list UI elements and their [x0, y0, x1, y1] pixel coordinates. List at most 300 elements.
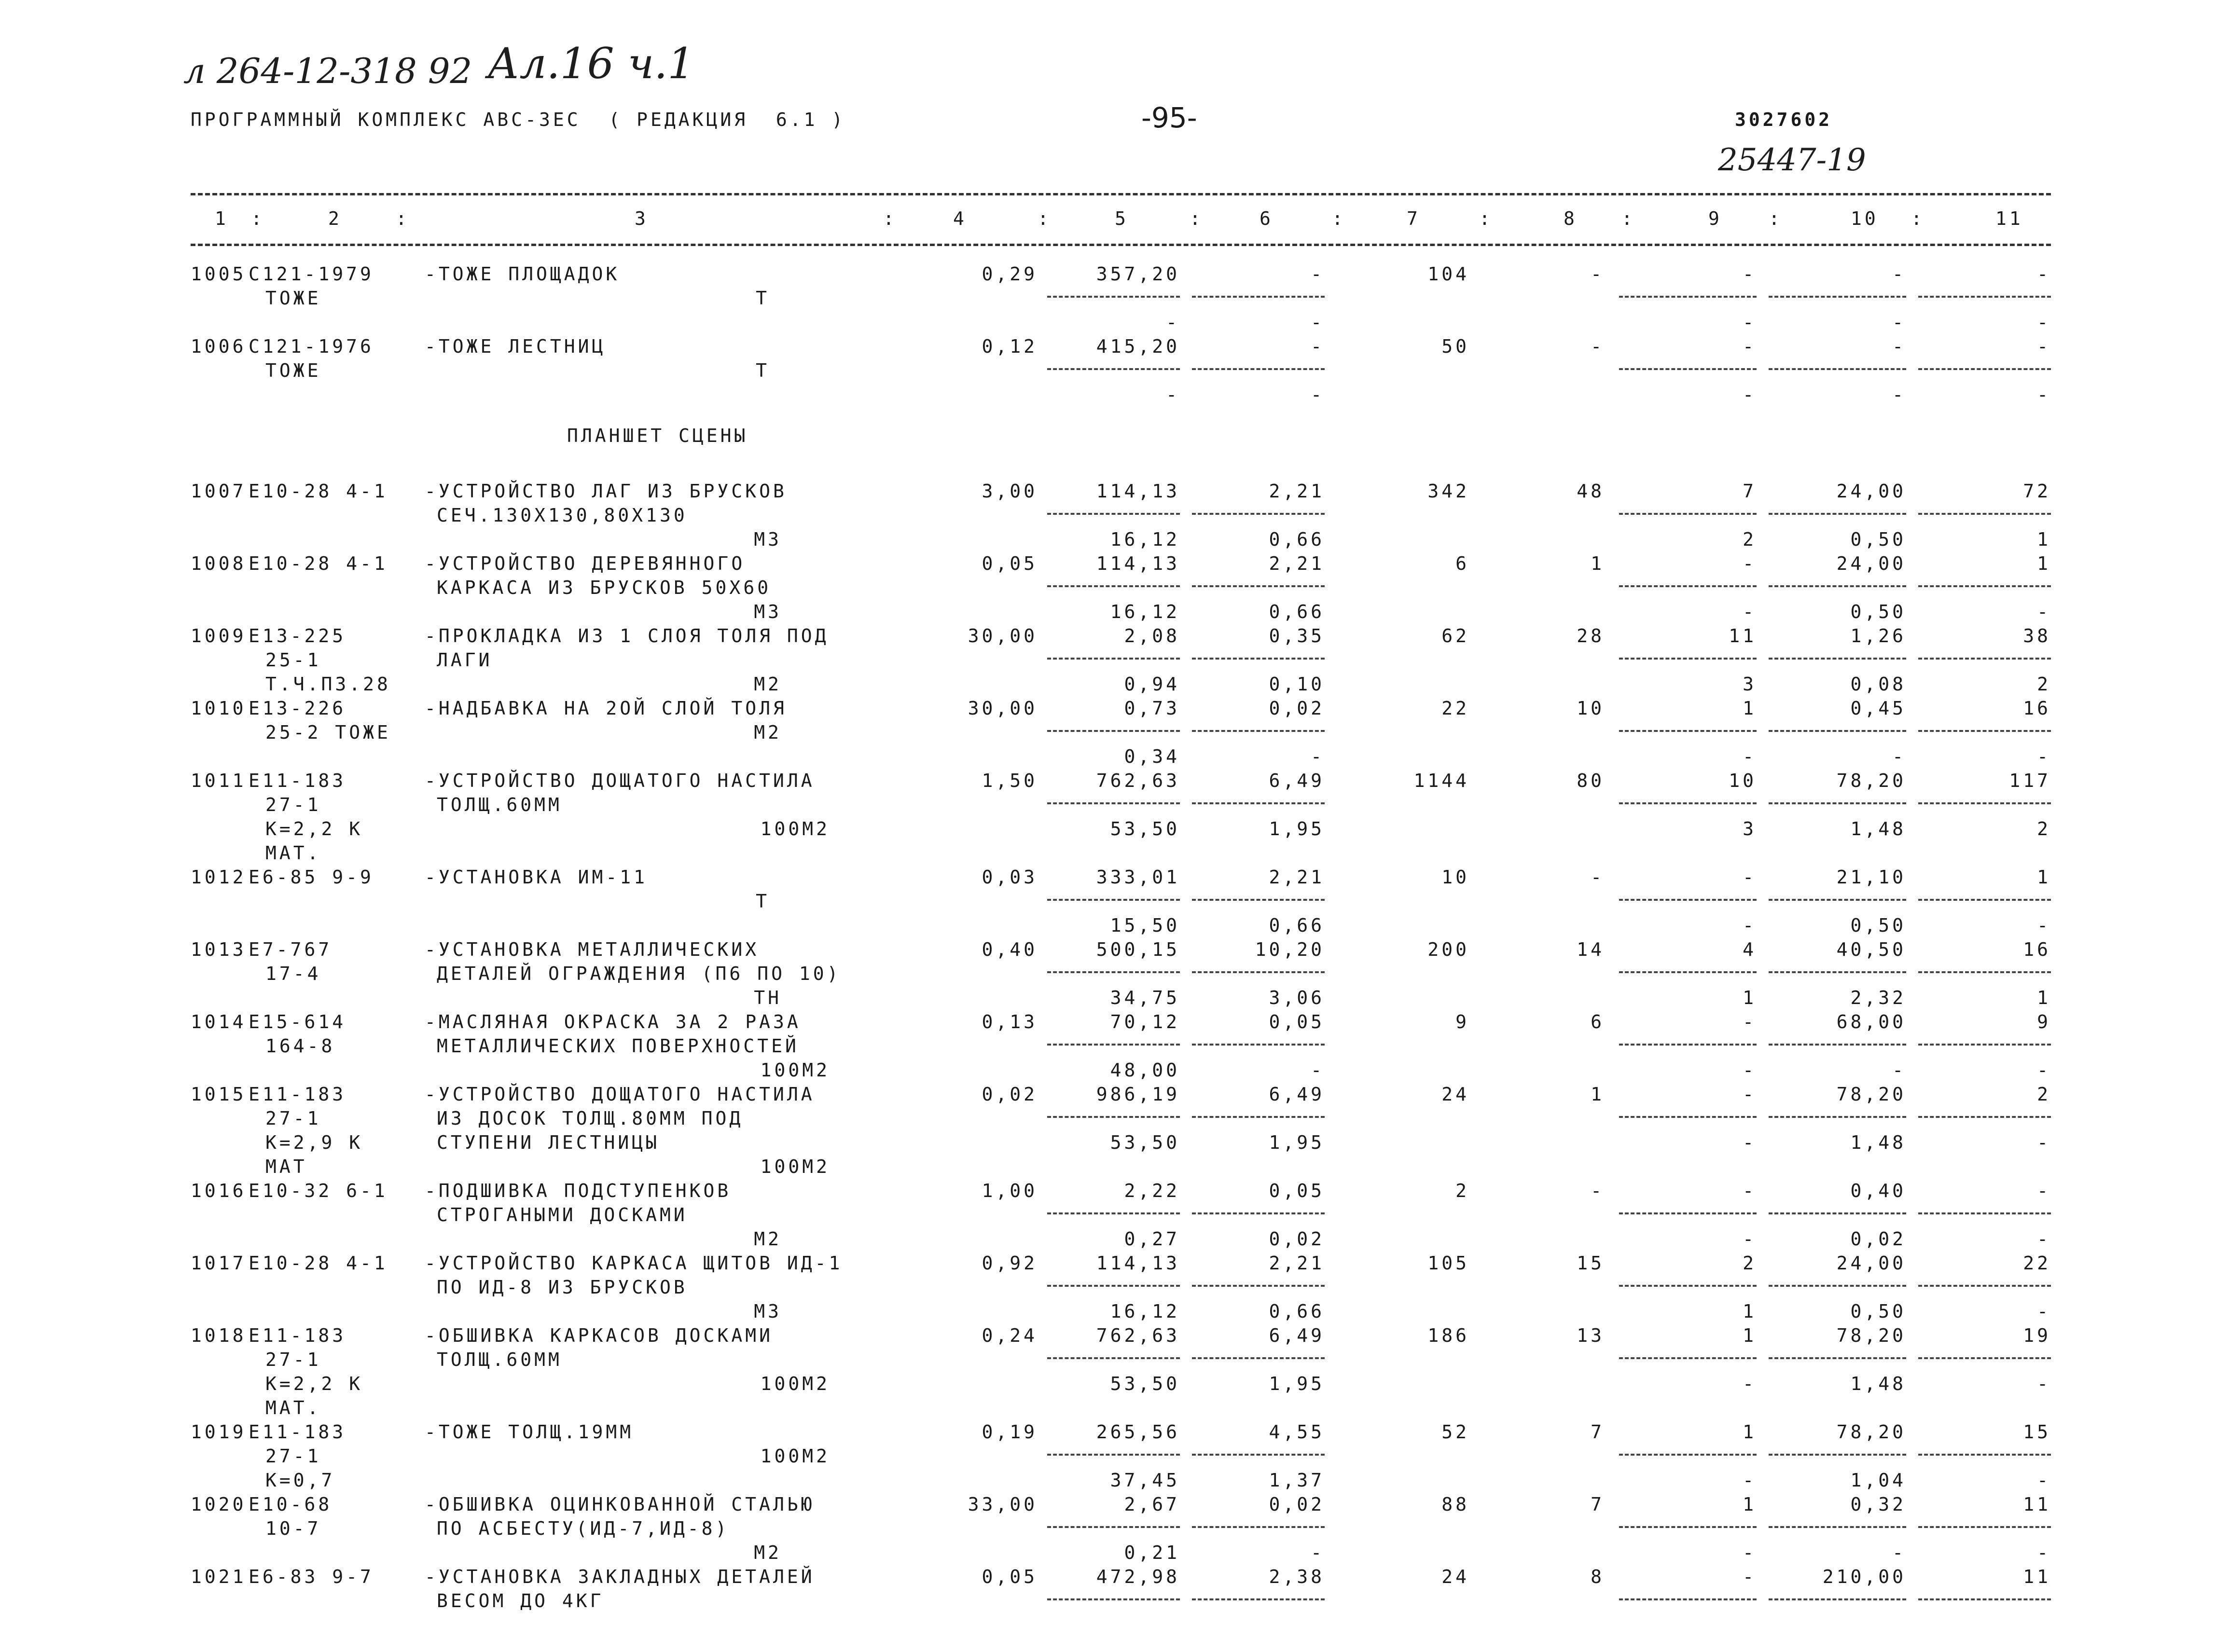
subtotal-rule	[1047, 1116, 1180, 1118]
labor-total: 22	[2023, 1253, 2051, 1274]
quantity: 0,92	[982, 1253, 1038, 1274]
norm-code: К=2,2 К	[265, 1373, 363, 1394]
unit-cost-total: 70,12	[1110, 1011, 1180, 1032]
wage-share: 53,50	[1110, 818, 1180, 840]
total-cost: 52	[1441, 1421, 1469, 1443]
labor-machinists: -	[1743, 263, 1757, 285]
unit-cost-machines: -	[1311, 263, 1325, 285]
labor-total: 11	[2023, 1566, 2051, 1587]
subtotal-rule	[1918, 1116, 2051, 1118]
machinist-wage-share: 1,95	[1269, 1373, 1325, 1394]
subtotal-rule	[1192, 730, 1325, 732]
total-cost: 62	[1441, 625, 1469, 647]
labor-unit: 78,20	[1836, 1421, 1906, 1443]
column-header-4: 4	[953, 208, 967, 229]
row-number: 1011	[191, 770, 247, 791]
column-divider: :	[1479, 208, 1493, 229]
quantity: 1,00	[982, 1180, 1038, 1201]
subtotal-rule	[1619, 513, 1757, 515]
norm-code: 17-4	[265, 963, 321, 984]
subtotal-rule	[1047, 585, 1180, 587]
subtotal-rule	[1769, 513, 1906, 515]
document-code: 3027602	[1735, 109, 1833, 130]
labor-total-sub: -	[2037, 601, 2051, 622]
labor-machinists-sub: -	[1743, 1228, 1757, 1250]
subtotal-rule	[1192, 971, 1325, 973]
subtotal-rule	[1192, 1044, 1325, 1046]
machinist-wage-share: 3,06	[1269, 987, 1325, 1008]
work-description: -ПРОКЛАДКА ИЗ 1 СЛОЯ ТОЛЯ ПОД	[425, 625, 829, 647]
subtotal-rule	[1769, 971, 1906, 973]
norm-code: Е10-32 6-1	[249, 1180, 388, 1201]
subtotal-rule	[1192, 1285, 1325, 1287]
work-description: -УСТРОЙСТВО ЛАГ ИЗ БРУСКОВ	[425, 481, 787, 502]
norm-code: Е11-183	[249, 1325, 346, 1346]
subtotal-rule	[1769, 1212, 1906, 1214]
labor-unit-sub: 1,48	[1850, 1132, 1906, 1153]
labor-machinists-sub: 3	[1743, 818, 1757, 840]
subtotal-rule	[1918, 658, 2051, 660]
total-machines: 14	[1577, 939, 1605, 960]
labor-machinists-sub: 1	[1743, 1301, 1757, 1322]
labor-total-sub: -	[2037, 1228, 2051, 1250]
labor-unit: 78,20	[1836, 1084, 1906, 1105]
labor-machinists-sub: -	[1743, 1542, 1757, 1563]
row-number: 1008	[191, 553, 247, 574]
column-divider: :	[1190, 208, 1204, 229]
total-machines: 6	[1591, 1011, 1605, 1032]
subtotal-rule	[1192, 1454, 1325, 1456]
labor-machinists: 1	[1743, 1421, 1757, 1443]
subtotal-rule	[1047, 1357, 1180, 1359]
labor-total-sub: -	[2037, 915, 2051, 936]
row-number: 1021	[191, 1566, 247, 1587]
subtotal-rule	[1918, 585, 2051, 587]
labor-total-sub: -	[2037, 1301, 2051, 1322]
labor-total-sub: 1	[2037, 987, 2051, 1008]
labor-machinists: -	[1743, 867, 1757, 888]
work-description: -ОБШИВКА КАРКАСОВ ДОСКАМИ	[425, 1325, 773, 1346]
labor-total: 1	[2037, 867, 2051, 888]
row-number: 1014	[191, 1011, 247, 1032]
subtotal-rule	[1047, 899, 1180, 901]
quantity: 0,13	[982, 1011, 1038, 1032]
labor-unit-sub: 0,50	[1850, 915, 1906, 936]
subtotal-rule	[1047, 513, 1180, 515]
wage-share: 48,00	[1110, 1060, 1180, 1081]
labor-total-sub: -	[2037, 746, 2051, 767]
labor-unit-sub: 2,32	[1850, 987, 1906, 1008]
labor-unit-sub: 1,48	[1850, 818, 1906, 840]
unit-cost-machines: 0,05	[1269, 1180, 1325, 1201]
row-number: 1010	[191, 698, 247, 719]
unit-cost-total: 472,98	[1096, 1566, 1180, 1587]
column-header-rule	[191, 244, 2051, 246]
subtotal-rule	[1192, 658, 1325, 660]
unit-cost-total: 114,13	[1096, 1253, 1180, 1274]
subtotal-rule	[1619, 585, 1757, 587]
subtotal-rule	[1918, 899, 2051, 901]
wage-share: 0,34	[1124, 746, 1180, 767]
norm-code: Е6-83 9-7	[249, 1566, 374, 1587]
wage-share: -	[1166, 312, 1180, 333]
machinist-wage-share: 0,02	[1269, 1228, 1325, 1250]
unit-cost-machines: 6,49	[1269, 1325, 1325, 1346]
unit-cost-machines: 0,35	[1269, 625, 1325, 647]
norm-code: Т.Ч.П3.28	[265, 674, 391, 695]
labor-total: 72	[2023, 481, 2051, 502]
subtotal-rule	[1619, 368, 1757, 370]
column-divider: :	[1038, 208, 1052, 229]
labor-total: 2	[2037, 1084, 2051, 1105]
work-description: -УСТАНОВКА ЗАКЛАДНЫХ ДЕТАЛЕЙ	[425, 1566, 815, 1587]
norm-code: Е6-85 9-9	[249, 867, 374, 888]
labor-machinists: -	[1743, 553, 1757, 574]
labor-machinists-sub: 3	[1743, 674, 1757, 695]
unit-cost-total: 333,01	[1096, 867, 1180, 888]
work-description: ТОЛЩ.60ММ	[437, 1349, 562, 1370]
work-description: ИЗ ДОСОК ТОЛЩ.80ММ ПОД	[437, 1108, 744, 1129]
work-description: -ТОЖЕ ПЛОЩАДОК	[425, 263, 620, 285]
wage-share: 16,12	[1110, 601, 1180, 622]
labor-machinists-sub: -	[1743, 1373, 1757, 1394]
work-description: -ТОЖЕ ЛЕСТНИЦ	[425, 336, 606, 357]
machinist-wage-share: -	[1311, 312, 1325, 333]
labor-machinists-sub: -	[1743, 1470, 1757, 1491]
subtotal-rule	[1047, 1454, 1180, 1456]
work-description: КАРКАСА ИЗ БРУСКОВ 50Х60	[437, 577, 772, 598]
total-machines: -	[1591, 336, 1605, 357]
labor-unit: 0,32	[1850, 1494, 1906, 1515]
norm-code: Е11-183	[249, 1421, 346, 1443]
labor-machinists: 10	[1729, 770, 1757, 791]
norm-code: К=2,9 К	[265, 1132, 363, 1153]
subtotal-rule	[1918, 1598, 2051, 1600]
norm-code: МАТ.	[265, 842, 321, 864]
subtotal-rule	[1769, 1526, 1906, 1528]
machinist-wage-share: 1,37	[1269, 1470, 1325, 1491]
total-machines: 28	[1577, 625, 1605, 647]
work-description: -УСТРОЙСТВО КАРКАСА ЩИТОВ ИД-1	[425, 1253, 843, 1274]
unit-cost-machines: 10,20	[1255, 939, 1325, 960]
subtotal-rule	[1192, 296, 1325, 298]
unit-cost-total: 114,13	[1096, 481, 1180, 502]
unit-cost-machines: 2,21	[1269, 553, 1325, 574]
quantity: 0,19	[982, 1421, 1038, 1443]
norm-code: Е10-68	[249, 1494, 332, 1515]
total-machines: 10	[1577, 698, 1605, 719]
row-number: 1009	[191, 625, 247, 647]
unit-cost-total: 986,19	[1096, 1084, 1180, 1105]
quantity: 3,00	[982, 481, 1038, 502]
row-number: 1006	[191, 336, 247, 357]
unit-of-measure: М2	[754, 1228, 782, 1250]
work-description: ВЕСОМ ДО 4КГ	[437, 1590, 604, 1611]
unit-of-measure: М2	[754, 674, 782, 695]
labor-machinists: 4	[1743, 939, 1757, 960]
labor-unit: 24,00	[1836, 1253, 1906, 1274]
work-description: ЛАГИ	[437, 649, 493, 671]
total-cost: 342	[1427, 481, 1469, 502]
labor-unit-sub: -	[1892, 1060, 1906, 1081]
subtotal-rule	[1769, 1285, 1906, 1287]
column-header-9: 9	[1708, 208, 1722, 229]
handwritten-reference: л 264-12-318 92	[183, 51, 472, 91]
wage-share: 16,12	[1110, 1301, 1180, 1322]
row-number: 1015	[191, 1084, 247, 1105]
norm-code: К=2,2 К	[265, 818, 363, 840]
subtotal-rule	[1769, 658, 1906, 660]
handwritten-document-number: 25447-19	[1718, 142, 1866, 178]
section-title: ПЛАНШЕТ СЦЕНЫ	[567, 425, 748, 446]
labor-unit-sub: 0,50	[1850, 529, 1906, 550]
labor-total: 19	[2023, 1325, 2051, 1346]
unit-cost-machines: 4,55	[1269, 1421, 1325, 1443]
norm-code: К=0,7	[265, 1470, 335, 1491]
labor-total: 11	[2023, 1494, 2051, 1515]
column-header-11: 11	[1995, 208, 2023, 229]
total-machines: 1	[1591, 553, 1605, 574]
subtotal-rule	[1619, 1526, 1757, 1528]
labor-total: -	[2037, 263, 2051, 285]
work-description: -ОБШИВКА ОЦИНКОВАННОЙ СТАЛЬЮ	[425, 1494, 815, 1515]
norm-code: МАТ.	[265, 1397, 321, 1418]
labor-unit: 21,10	[1836, 867, 1906, 888]
subtotal-rule	[1918, 296, 2051, 298]
work-description: ПО АСБЕСТУ(ИД-7,ИД-8)	[437, 1518, 730, 1539]
subtotal-rule	[1192, 585, 1325, 587]
subtotal-rule	[1047, 296, 1180, 298]
unit-of-measure: М2	[754, 722, 782, 743]
total-cost: 50	[1441, 336, 1469, 357]
subtotal-rule	[1192, 899, 1325, 901]
labor-machinists: 1	[1743, 1325, 1757, 1346]
norm-code: 25-1	[265, 649, 321, 671]
unit-of-measure: 100М2	[760, 1060, 830, 1081]
column-divider: :	[1911, 208, 1925, 229]
subtotal-rule	[1047, 1212, 1180, 1214]
labor-unit-sub: 0,50	[1850, 1301, 1906, 1322]
subtotal-rule	[1918, 1526, 2051, 1528]
norm-code: Е13-225	[249, 625, 346, 647]
unit-of-measure: Т	[756, 891, 770, 912]
norm-code: Е15-614	[249, 1011, 346, 1032]
labor-machinists-sub: -	[1743, 384, 1757, 405]
labor-machinists: 11	[1729, 625, 1757, 647]
labor-total: 15	[2023, 1421, 2051, 1443]
total-cost: 2	[1455, 1180, 1469, 1201]
subtotal-rule	[1918, 1285, 2051, 1287]
wage-share: 0,94	[1124, 674, 1180, 695]
total-cost: 10	[1441, 867, 1469, 888]
subtotal-rule	[1619, 296, 1757, 298]
subtotal-rule	[1769, 802, 1906, 804]
unit-of-measure: М2	[754, 1542, 782, 1563]
labor-total-sub: -	[2037, 384, 2051, 405]
work-description: -МАСЛЯНАЯ ОКРАСКА ЗА 2 РАЗА	[425, 1011, 801, 1032]
labor-machinists: 7	[1743, 481, 1757, 502]
subtotal-rule	[1047, 971, 1180, 973]
row-number: 1020	[191, 1494, 247, 1515]
unit-of-measure: ТН	[754, 987, 782, 1008]
column-header-7: 7	[1407, 208, 1421, 229]
column-header-2: 2	[328, 208, 342, 229]
machinist-wage-share: -	[1311, 746, 1325, 767]
work-description: -УСТРОЙСТВО ДОЩАТОГО НАСТИЛА	[425, 1084, 815, 1105]
work-description: СТУПЕНИ ЛЕСТНИЦЫ	[437, 1132, 660, 1153]
unit-of-measure: М3	[754, 1301, 782, 1322]
wage-share: 37,45	[1110, 1470, 1180, 1491]
subtotal-rule	[1192, 802, 1325, 804]
subtotal-rule	[1769, 296, 1906, 298]
subtotal-rule	[1047, 368, 1180, 370]
row-number: 1019	[191, 1421, 247, 1443]
norm-code: 164-8	[265, 1035, 335, 1057]
unit-of-measure: М3	[754, 601, 782, 622]
column-divider: :	[1332, 208, 1346, 229]
subtotal-rule	[1918, 1454, 2051, 1456]
total-cost: 104	[1427, 263, 1469, 285]
norm-code: 27-1	[265, 794, 321, 815]
unit-cost-machines: 2,38	[1269, 1566, 1325, 1587]
column-header-5: 5	[1115, 208, 1129, 229]
labor-total: 16	[2023, 939, 2051, 960]
column-header-8: 8	[1564, 208, 1578, 229]
labor-machinists: -	[1743, 1084, 1757, 1105]
subtotal-rule	[1918, 1212, 2051, 1214]
subtotal-rule	[1769, 1454, 1906, 1456]
work-description: -ТОЖЕ ТОЛЩ.19ММ	[425, 1421, 634, 1443]
labor-unit: 1,26	[1850, 625, 1906, 647]
machinist-wage-share: 0,66	[1269, 1301, 1325, 1322]
subtotal-rule	[1192, 1116, 1325, 1118]
work-description: -НАДБАВКА НА 2ОЙ СЛОЙ ТОЛЯ	[425, 698, 787, 719]
labor-total-sub: -	[2037, 1470, 2051, 1491]
labor-unit: 24,00	[1836, 481, 1906, 502]
work-description: МЕТАЛЛИЧЕСКИХ ПОВЕРХНОСТЕЙ	[437, 1035, 799, 1057]
labor-unit-sub: -	[1892, 1542, 1906, 1563]
wage-share: -	[1166, 384, 1180, 405]
column-header-3: 3	[635, 208, 649, 229]
labor-unit-sub: -	[1892, 746, 1906, 767]
labor-machinists: -	[1743, 1180, 1757, 1201]
labor-unit-sub: 0,02	[1850, 1228, 1906, 1250]
subtotal-rule	[1918, 802, 2051, 804]
labor-total: 1	[2037, 553, 2051, 574]
total-cost: 24	[1441, 1084, 1469, 1105]
norm-code: ТОЖЕ	[265, 360, 321, 381]
subtotal-rule	[1619, 730, 1757, 732]
labor-unit: 0,45	[1850, 698, 1906, 719]
subtotal-rule	[1769, 368, 1906, 370]
norm-code: Е11-183	[249, 770, 346, 791]
subtotal-rule	[1192, 1526, 1325, 1528]
subtotal-rule	[1619, 1598, 1757, 1600]
unit-of-measure: 100М2	[760, 1373, 830, 1394]
subtotal-rule	[1192, 1598, 1325, 1600]
unit-cost-total: 415,20	[1096, 336, 1180, 357]
total-cost: 22	[1441, 698, 1469, 719]
machinist-wage-share: 0,66	[1269, 529, 1325, 550]
norm-code: Е10-28 4-1	[249, 481, 388, 502]
labor-unit-sub: 0,08	[1850, 674, 1906, 695]
norm-code: 25-2 ТОЖЕ	[265, 722, 391, 743]
subtotal-rule	[1918, 1044, 2051, 1046]
labor-unit: 0,40	[1850, 1180, 1906, 1201]
labor-total: 117	[2009, 770, 2051, 791]
machinist-wage-share: -	[1311, 384, 1325, 405]
unit-cost-machines: 0,05	[1269, 1011, 1325, 1032]
quantity: 30,00	[968, 625, 1038, 647]
work-description: -УСТАНОВКА ИМ-11	[425, 867, 648, 888]
subtotal-rule	[1619, 1116, 1757, 1118]
subtotal-rule	[1769, 1598, 1906, 1600]
subtotal-rule	[1619, 1285, 1757, 1287]
work-description: -УСТРОЙСТВО ДЕРЕВЯННОГО	[425, 553, 746, 574]
total-machines: 8	[1591, 1566, 1605, 1587]
labor-unit-sub: 1,04	[1850, 1470, 1906, 1491]
work-description: СЕЧ.130Х130,80Х130	[437, 505, 688, 526]
machinist-wage-share: -	[1311, 1060, 1325, 1081]
total-cost: 9	[1455, 1011, 1469, 1032]
subtotal-rule	[1047, 730, 1180, 732]
column-header-1: 1	[215, 208, 229, 229]
subtotal-rule	[1918, 730, 2051, 732]
unit-of-measure: 100М2	[760, 1156, 830, 1177]
quantity: 0,24	[982, 1325, 1038, 1346]
row-number: 1012	[191, 867, 247, 888]
subtotal-rule	[1918, 368, 2051, 370]
subtotal-rule	[1769, 899, 1906, 901]
subtotal-rule	[1769, 1044, 1906, 1046]
labor-machinists-sub: -	[1743, 1060, 1757, 1081]
column-header-6: 6	[1260, 208, 1274, 229]
norm-code: Е10-28 4-1	[249, 553, 388, 574]
subtotal-rule	[1619, 802, 1757, 804]
unit-cost-total: 2,08	[1124, 625, 1180, 647]
labor-total-sub: 2	[2037, 818, 2051, 840]
unit-of-measure: Т	[756, 360, 770, 381]
labor-machinists-sub: -	[1743, 746, 1757, 767]
unit-of-measure: 100М2	[760, 818, 830, 840]
unit-cost-total: 762,63	[1096, 770, 1180, 791]
labor-machinists: -	[1743, 1011, 1757, 1032]
labor-unit-sub: 0,50	[1850, 601, 1906, 622]
unit-cost-machines: 2,21	[1269, 867, 1325, 888]
quantity: 1,50	[982, 770, 1038, 791]
labor-unit: 78,20	[1836, 770, 1906, 791]
labor-unit-sub: -	[1892, 312, 1906, 333]
labor-machinists-sub: -	[1743, 601, 1757, 622]
total-machines: 1	[1591, 1084, 1605, 1105]
total-machines: 7	[1591, 1421, 1605, 1443]
subtotal-rule	[1769, 730, 1906, 732]
unit-cost-machines: 2,21	[1269, 1253, 1325, 1274]
labor-unit: -	[1892, 263, 1906, 285]
labor-total-sub: -	[2037, 1132, 2051, 1153]
subtotal-rule	[1619, 1454, 1757, 1456]
column-divider: :	[1621, 208, 1635, 229]
subtotal-rule	[1619, 1357, 1757, 1359]
total-machines: 15	[1577, 1253, 1605, 1274]
row-number: 1005	[191, 263, 247, 285]
labor-machinists: -	[1743, 1566, 1757, 1587]
unit-cost-total: 500,15	[1096, 939, 1180, 960]
subtotal-rule	[1192, 368, 1325, 370]
wage-share: 0,27	[1124, 1228, 1180, 1250]
unit-of-measure: Т	[756, 288, 770, 309]
unit-cost-machines: 6,49	[1269, 770, 1325, 791]
